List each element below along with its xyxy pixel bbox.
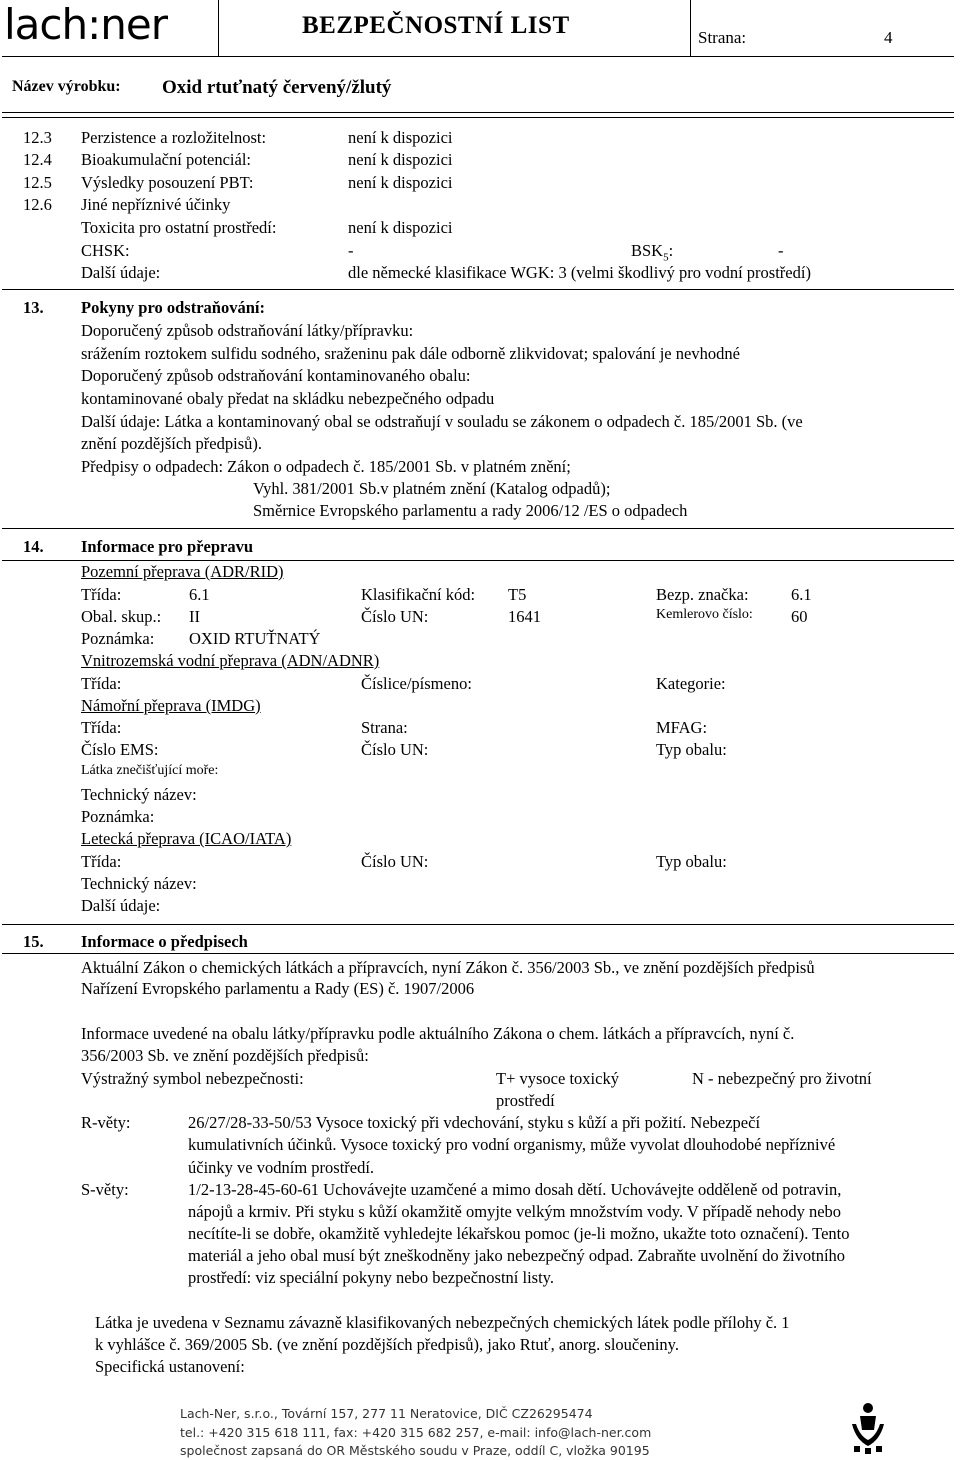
hazard-symbol-label: Výstražný symbol nebezpečnosti:	[81, 1069, 304, 1088]
imdg-un-label: Číslo UN:	[361, 740, 429, 759]
icao-class-label: Třída:	[81, 852, 122, 871]
other-label: Další údaje:	[81, 263, 161, 282]
adr-kemler-value: 60	[791, 607, 808, 626]
text-line: Specifická ustanovení:	[95, 1357, 245, 1376]
text-line: kontaminované obaly předat na skládku nebezpečného odpadu	[81, 389, 495, 408]
adr-mark-value: 6.1	[791, 585, 812, 604]
item-value: není k dispozici	[348, 128, 453, 147]
section-rule	[2, 289, 954, 290]
adr-code-value: T5	[508, 585, 527, 604]
hazard-symbol-tplus: T+ vysoce toxický	[496, 1069, 619, 1088]
item-value: není k dispozici	[348, 173, 453, 192]
footer-line: společnost zapsaná do OR Městského soudu v Praze, oddíl C, vložka 90195	[180, 1443, 650, 1458]
section-title: Pokyny pro odstraňování:	[81, 298, 265, 317]
bsk-text: BSK	[631, 241, 664, 260]
imdg-pollutant-label: Látka znečišťující moře:	[81, 763, 219, 778]
item-number: 12.4	[23, 150, 52, 169]
text-line: Informace uvedené na obalu látky/přípravku podle aktuálního Zákona o chem. látkách a přípravcích, nyní č.	[81, 1024, 795, 1043]
adr-class-label: Třída:	[81, 585, 122, 604]
imdg-class-label: Třída:	[81, 718, 122, 737]
r-phrases-line: 26/27/28-33-50/53 Vysoce toxický při vdechování, styku s kůží a při požití. Nebezpečí	[188, 1113, 761, 1132]
adr-note-label: Poznámka:	[81, 629, 155, 648]
footer-line: tel.: +420 315 618 111, fax: +420 315 682 257, e-mail: info@lach-ner.com	[180, 1425, 652, 1440]
bsk-subscript: 5	[663, 251, 669, 264]
icao-technical-name-label: Technický název:	[81, 874, 197, 893]
r-phrases-label: R-věty:	[81, 1113, 131, 1132]
imdg-note-label: Poznámka:	[81, 807, 155, 826]
product-name: Oxid rtuťnatý červený/žlutý	[162, 77, 392, 98]
text-line: Látka je uvedena v Seznamu závazně klasifikovaných nebezpečných chemických látek podle přílohy č. 1	[95, 1313, 790, 1332]
transport-heading-imdg: Námořní přeprava (IMDG)	[81, 696, 261, 715]
transport-heading-adn: Vnitrozemská vodní přeprava (ADN/ADNR)	[81, 651, 380, 670]
section-rule	[2, 924, 954, 925]
toxicity-value: není k dispozici	[348, 218, 453, 237]
imdg-page-label: Strana:	[361, 718, 408, 737]
header-divider	[218, 0, 219, 56]
s-phrases-label: S-věty:	[81, 1180, 129, 1199]
text-line: znění pozdějších předpisů).	[81, 434, 262, 453]
adr-kemler-label: Kemlerovo číslo:	[656, 607, 753, 622]
r-phrases-line: kumulativních účinků. Vysoce toxický pro vodní organismy, může vyvolat dlouhodobé nepříznivé	[188, 1135, 836, 1154]
section-title: Informace o předpisech	[81, 932, 248, 951]
section-rule	[2, 953, 954, 954]
text-line: 356/2003 Sb. ve znění pozdějších předpisů:	[81, 1046, 369, 1065]
hazard-symbol-n-cont: prostředí	[496, 1091, 555, 1110]
toxicity-label: Toxicita pro ostatní prostředí:	[81, 218, 277, 237]
header-rule	[2, 112, 954, 113]
section-number: 14.	[23, 537, 44, 556]
item-number: 12.6	[23, 195, 52, 214]
s-phrases-line: necítíte-li se dobře, okamžitě vyhledejte lékařskou pomoc (je-li možno, ukažte toto označení). Tento	[188, 1224, 850, 1243]
adr-mark-label: Bezp. značka:	[656, 585, 749, 604]
text-line: srážením roztokem sulfidu sodného, sraženinu pak dále odborně zlikvidovat; spalování je nevhodné	[81, 344, 740, 363]
text-line: Nařízení Evropského parlamentu a Rady (ES) č. 1907/2006	[81, 979, 475, 998]
bsk-label	[631, 241, 673, 263]
text-line: Aktuální Zákon o chemických látkách a přípravcích, nyní Zákon č. 356/2003 Sb., ve znění pozdějších předpisů	[81, 958, 815, 977]
icao-packing-label: Typ obalu:	[656, 852, 727, 871]
text-line: Předpisy o odpadech: Zákon o odpadech č. 185/2001 Sb. v platném znění;	[81, 457, 571, 476]
section-number: 13.	[23, 298, 44, 317]
header-rule	[2, 56, 954, 57]
page-number: 4	[884, 28, 893, 47]
item-label: Výsledky posouzení PBT:	[81, 173, 254, 192]
chsk-value: -	[348, 241, 354, 260]
transport-heading-icao: Letecká přeprava (ICAO/IATA)	[81, 829, 292, 848]
transport-heading-adr: Pozemní přeprava (ADR/RID)	[81, 562, 284, 581]
header-rule	[2, 117, 954, 118]
s-phrases-line: prostředí: viz speciální pokyny nebo bezpečnostní listy.	[188, 1268, 554, 1287]
item-number: 12.3	[23, 128, 52, 147]
item-label: Perzistence a rozložitelnost:	[81, 128, 267, 147]
adr-packing-label: Obal. skup.:	[81, 607, 162, 626]
adn-number-label: Číslice/písmeno:	[361, 674, 472, 693]
adr-code-label: Klasifikační kód:	[361, 585, 476, 604]
bsk-colon: :	[668, 241, 674, 260]
text-line: Vyhl. 381/2001 Sb.v platném znění (Katalog odpadů);	[253, 479, 611, 498]
adr-class-value: 6.1	[189, 585, 210, 604]
item-value: není k dispozici	[348, 150, 453, 169]
adn-class-label: Třída:	[81, 674, 122, 693]
s-phrases-line: 1/2-13-28-45-60-61 Uchovávejte uzamčené a mimo dosah dětí. Uchovávejte odděleně od potravin,	[188, 1180, 842, 1199]
page-label: Strana:	[698, 28, 747, 47]
chsk-label: CHSK:	[81, 241, 130, 260]
s-phrases-line: materiál a jeho obal musí být zneškodněny jako nebezpečný odpad. Zabraňte uvolnění do životního	[188, 1246, 846, 1265]
product-label: Název výrobku:	[12, 78, 121, 95]
imdg-packing-label: Typ obalu:	[656, 740, 727, 759]
text-line: Další údaje: Látka a kontaminovaný obal se odstraňují v souladu se zákonem o odpadech č. 185/2001 Sb. (ve	[81, 412, 803, 431]
footer-line: Lach-Ner, s.r.o., Tovární 157, 277 11 Neratovice, DIČ CZ26295474	[180, 1406, 593, 1421]
item-label: Jiné nepříznivé účinky	[81, 195, 231, 214]
adn-category-label: Kategorie:	[656, 674, 726, 693]
text-line: Doporučený způsob odstraňování látky/přípravku:	[81, 321, 414, 340]
section-title: Informace pro přepravu	[81, 537, 254, 556]
company-logo: lach:ner	[4, 0, 167, 49]
s-phrases-line: nápojů a krmiv. Při styku s kůží okamžitě omyjte velkým množstvím vody. V případě nehody nebo	[188, 1202, 842, 1221]
text-line: k vyhlášce č. 369/2005 Sb. (ve znění pozdějších předpisů), jako Rtuť, anorg. sloučeniny.	[95, 1335, 679, 1354]
section-number: 15.	[23, 932, 44, 951]
hazard-symbol-n: N - nebezpečný pro životní	[692, 1069, 872, 1088]
header-divider	[690, 0, 691, 56]
bsk-value: -	[778, 241, 784, 260]
certification-icon	[848, 1400, 888, 1455]
other-value: dle německé klasifikace WGK: 3 (velmi škodlivý pro vodní prostředí)	[348, 263, 811, 282]
icao-un-label: Číslo UN:	[361, 852, 429, 871]
section-rule	[2, 528, 954, 529]
section-rule	[2, 560, 954, 561]
imdg-technical-name-label: Technický název:	[81, 785, 197, 804]
item-number: 12.5	[23, 173, 52, 192]
imdg-ems-label: Číslo EMS:	[81, 740, 159, 759]
document-title: BEZPEČNOSTNÍ LIST	[302, 12, 570, 39]
text-line: Doporučený způsob odstraňování kontaminovaného obalu:	[81, 366, 471, 385]
imdg-mfag-label: MFAG:	[656, 718, 708, 737]
text-line: Směrnice Evropského parlamentu a rady 2006/12 /ES o odpadech	[253, 501, 688, 520]
adr-note-value: OXID RTUŤNATÝ	[189, 629, 321, 648]
icao-other-label: Další údaje:	[81, 896, 161, 915]
item-label: Bioakumulační potenciál:	[81, 150, 251, 169]
adr-un-value: 1641	[508, 607, 541, 626]
r-phrases-line: účinky ve vodním prostředí.	[188, 1158, 375, 1177]
adr-un-label: Číslo UN:	[361, 607, 429, 626]
adr-packing-value: II	[189, 607, 200, 626]
